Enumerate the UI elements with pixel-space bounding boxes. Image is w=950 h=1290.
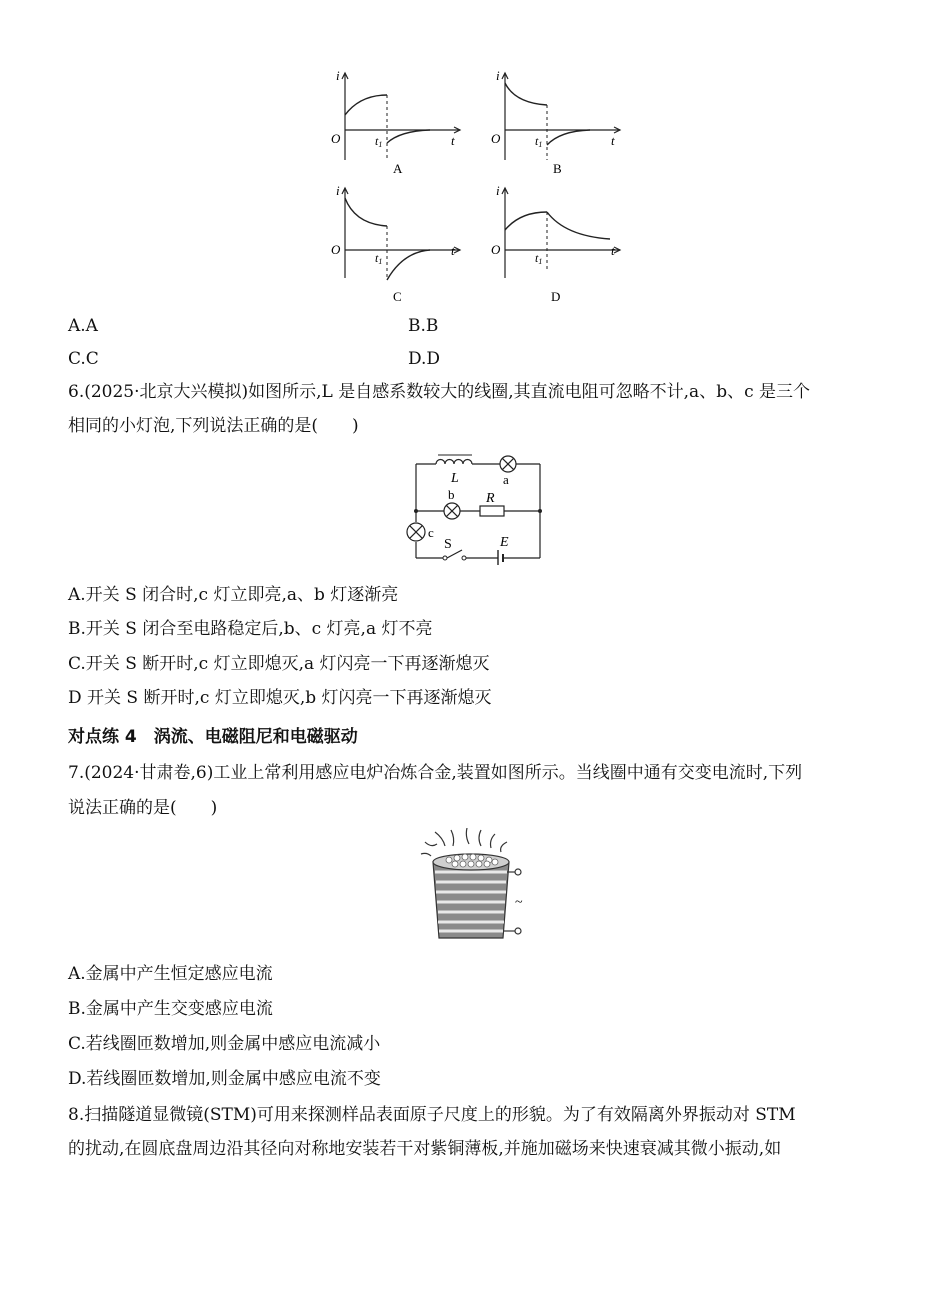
axis-i: i <box>336 68 340 83</box>
t1-label: t1 <box>535 251 543 266</box>
label-L: L <box>451 471 459 486</box>
q6-stem-line2: 相同的小灯泡,下列说法正确的是( ) <box>68 416 359 436</box>
q6-option-b[interactable]: B.开关 S 闭合至电路稳定后,b、c 灯亮,a 灯不亮 <box>68 619 433 639</box>
q7-stem-line2: 说法正确的是( ) <box>68 798 218 818</box>
graph-label: A <box>393 161 403 176</box>
axis-i: i <box>496 183 500 198</box>
label-E: E <box>500 535 509 550</box>
origin: O <box>491 131 501 146</box>
axis-t: t <box>451 243 455 258</box>
section-heading: 对点练 4 涡流、电磁阻尼和电磁驱动 <box>68 727 358 747</box>
graph-c <box>325 180 465 308</box>
q6-stem-line1: 6.(2025·北京大兴模拟)如图所示,L 是自感系数较大的线圈,其直流电阻可忽略不计,a、b、c 是三个 <box>68 382 810 402</box>
axis-i: i <box>336 183 340 198</box>
label-b: b <box>448 487 455 502</box>
t1-label: t1 <box>535 134 543 149</box>
axis-i: i <box>496 68 500 83</box>
graph-d <box>485 180 625 308</box>
q5-option-b[interactable]: B.B <box>408 316 439 336</box>
origin: O <box>331 242 341 257</box>
label-S: S <box>444 537 452 552</box>
q6-circuit-diagram <box>400 450 550 565</box>
label-R: R <box>486 491 495 506</box>
q7-stem-line1: 7.(2024·甘肃卷,6)工业上常利用感应电炉冶炼合金,装置如图所示。当线圈中通有交变电流时,下列 <box>68 763 803 783</box>
q7-option-d[interactable]: D.若线圈匝数增加,则金属中感应电流不变 <box>68 1069 381 1089</box>
q6-option-d[interactable]: D 开关 S 断开时,c 灯立即熄灭,b 灯闪亮一下再逐渐熄灭 <box>68 688 492 708</box>
q7-option-a[interactable]: A.金属中产生恒定感应电流 <box>68 964 273 984</box>
t1-label: t1 <box>375 251 383 266</box>
q8-line2: 的扰动,在圆底盘周边沿其径向对称地安装若干对紫铜薄板,并施加磁场来快速衰减其微小振动,如 <box>68 1139 782 1159</box>
q6-option-c[interactable]: C.开关 S 断开时,c 灯立即熄灭,a 灯闪亮一下再逐渐熄灭 <box>68 654 490 674</box>
origin: O <box>491 242 501 257</box>
origin: O <box>331 131 341 146</box>
q5-option-c[interactable]: C.C <box>68 349 99 369</box>
q8-line1: 8.扫描隧道显微镜(STM)可用来探测样品表面原子尺度上的形貌。为了有效隔离外界振动对 STM <box>68 1105 796 1125</box>
graph-label: C <box>393 289 402 304</box>
label-a: a <box>503 472 509 487</box>
label-c: c <box>428 525 434 540</box>
ac-symbol: ~ <box>515 895 523 910</box>
q7-option-b[interactable]: B.金属中产生交变感应电流 <box>68 999 273 1019</box>
axis-t: t <box>451 133 455 148</box>
t1-label: t1 <box>375 134 383 149</box>
q6-option-a[interactable]: A.开关 S 闭合时,c 灯立即亮,a、b 灯逐渐亮 <box>68 585 399 605</box>
graph-label: D <box>551 289 561 304</box>
q5-option-a[interactable]: A.A <box>68 316 98 336</box>
q7-induction-furnace-figure <box>415 828 535 948</box>
q5-option-d[interactable]: D.D <box>408 349 441 369</box>
axis-t: t <box>611 243 615 258</box>
axis-t: t <box>611 133 615 148</box>
graph-label: B <box>553 161 562 176</box>
graph-a <box>325 65 465 180</box>
q7-option-c[interactable]: C.若线圈匝数增加,则金属中感应电流减小 <box>68 1034 381 1054</box>
graph-b <box>485 65 625 180</box>
